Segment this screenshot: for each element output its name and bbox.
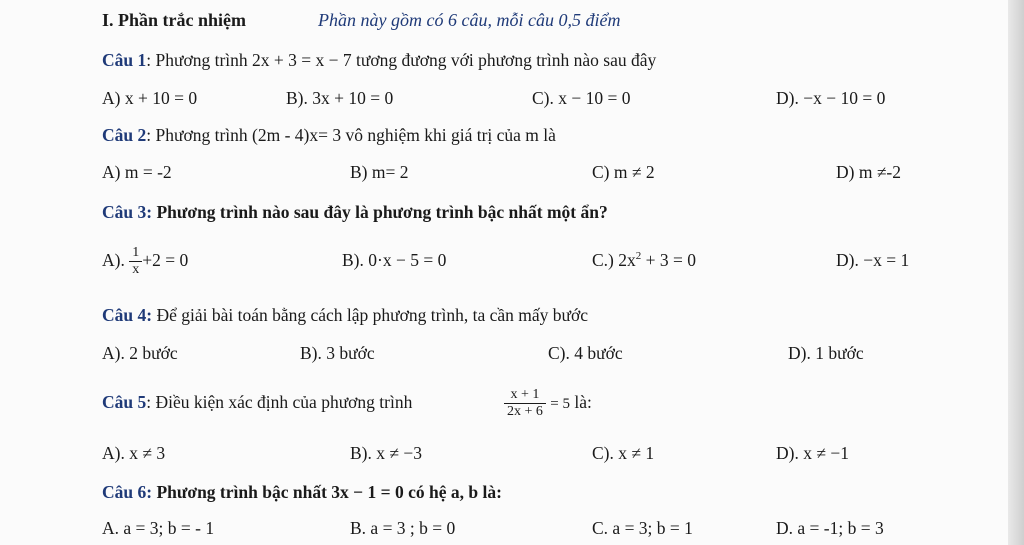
question-5-tail: là: (574, 392, 592, 412)
option-1a[interactable]: A) x + 10 = 0 (102, 88, 198, 108)
question-2-text (102, 120, 556, 150)
question-2-body: : Phương trình (2m - 4)x= 3 vô nghiệm khi giá trị của m là (146, 125, 556, 145)
question-3-body: Phương trình nào sau đây là phương trình bậc nhất một ẩn? (152, 202, 608, 222)
question-2-label: Câu 2 (102, 125, 147, 145)
option-5a[interactable]: A). x ≠ 3 (102, 443, 166, 463)
option-3a[interactable] (102, 240, 188, 280)
option-3a-fraction (129, 245, 142, 278)
question-5-equation (504, 380, 592, 426)
option-3b[interactable]: B). 0·x − 5 = 0 (342, 250, 447, 270)
question-1-label: Câu 1 (102, 50, 147, 70)
option-3d[interactable]: D). −x = 1 (836, 250, 910, 270)
question-2-options (0, 157, 1008, 187)
question-5-body: : Điều kiện xác định của phương trình (146, 392, 413, 412)
question-5-label: Câu 5 (102, 392, 147, 412)
question-6 (0, 477, 1008, 507)
question-1-options (0, 83, 1008, 113)
option-1d[interactable]: D). −x − 10 = 0 (776, 88, 886, 108)
option-2d[interactable]: D) m ≠-2 (836, 162, 902, 182)
question-3-options (0, 240, 1008, 280)
option-3c-pre: C.) 2x (592, 250, 636, 270)
question-5 (0, 380, 1008, 424)
page-edge-shadow (1008, 0, 1024, 545)
option-6b[interactable]: B. a = 3 ; b = 0 (350, 518, 456, 538)
question-6-label: Câu 6: (102, 482, 153, 502)
section-title: I. Phần trắc nhiệm (102, 10, 246, 30)
question-1 (0, 45, 1008, 75)
option-5c[interactable]: C). x ≠ 1 (592, 443, 655, 463)
question-3-text (102, 197, 608, 227)
option-3a-numerator: 1 (129, 245, 142, 262)
question-3-label: Câu 3: (102, 202, 153, 222)
question-5-fraction (504, 387, 546, 420)
question-4 (0, 300, 1008, 330)
question-5-eq: = 5 (550, 396, 570, 412)
question-6-body: Phương trình bậc nhất 3x − 1 = 0 có hệ a, b là: (152, 482, 502, 502)
option-6d[interactable]: D. a = -1; b = 3 (776, 518, 884, 538)
option-6c[interactable]: C. a = 3; b = 1 (592, 518, 693, 538)
option-3c-post: + 3 = 0 (641, 250, 696, 270)
question-1-body: : Phương trình 2x + 3 = x − 7 tương đương với phương trình nào sau đây (146, 50, 657, 70)
option-6a[interactable]: A. a = 3; b = - 1 (102, 518, 215, 538)
question-6-options (0, 513, 1008, 543)
option-4d[interactable]: D). 1 bước (788, 343, 864, 363)
question-5-numerator: x + 1 (504, 387, 546, 404)
question-4-label: Câu 4: (102, 305, 153, 325)
option-3c-exponent: 2 (635, 250, 642, 262)
option-4c[interactable]: C). 4 bước (548, 343, 623, 363)
option-3c[interactable] (592, 240, 696, 280)
question-5-options (0, 438, 1008, 468)
question-5-text (102, 380, 412, 424)
question-4-body: Để giải bài toán bằng cách lập phương trình, ta cần mấy bước (152, 305, 589, 325)
option-5b[interactable]: B). x ≠ −3 (350, 443, 422, 463)
question-3 (0, 197, 1008, 227)
option-3a-rest: +2 = 0 (142, 250, 189, 270)
question-4-text (102, 300, 588, 330)
option-2b[interactable]: B) m= 2 (350, 162, 409, 182)
option-4a[interactable]: A). 2 bước (102, 343, 178, 363)
section-header (0, 5, 1008, 35)
option-1c[interactable]: C). x − 10 = 0 (532, 88, 631, 108)
option-2c[interactable]: C) m ≠ 2 (592, 162, 655, 182)
option-3a-prefix: A). (102, 250, 125, 270)
option-4b[interactable]: B). 3 bước (300, 343, 375, 363)
question-5-denominator: 2x + 6 (507, 404, 543, 420)
option-5d[interactable]: D). x ≠ −1 (776, 443, 849, 463)
question-1-text (102, 45, 656, 75)
section-subtitle: Phần này gồm có 6 câu, mỗi câu 0,5 điểm (318, 10, 621, 30)
option-2a[interactable]: A) m = -2 (102, 162, 172, 182)
question-4-options (0, 338, 1008, 368)
option-1b[interactable]: B). 3x + 10 = 0 (286, 88, 394, 108)
question-2 (0, 120, 1008, 150)
question-6-text (102, 477, 502, 507)
option-3a-denominator: x (132, 262, 140, 278)
